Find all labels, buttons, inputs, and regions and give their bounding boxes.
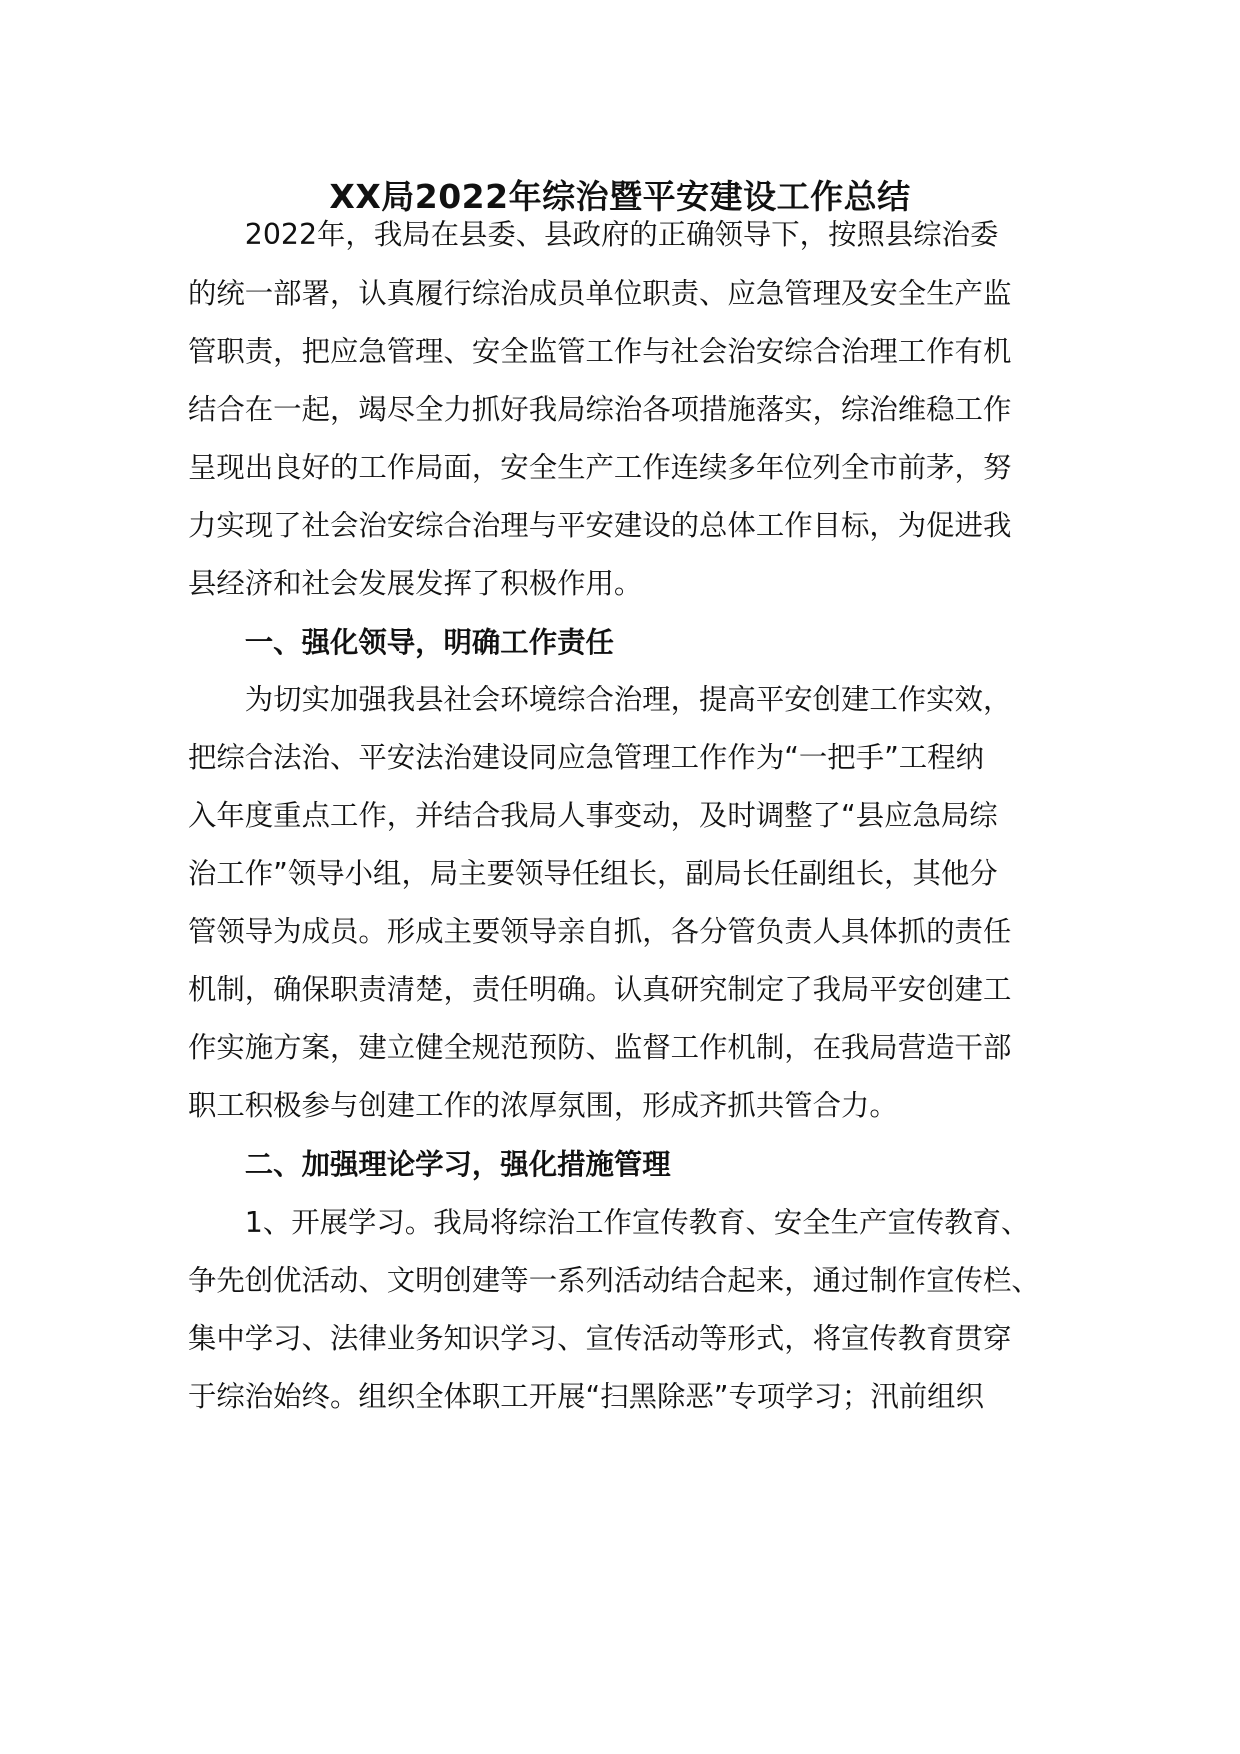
paragraph-3-line-2: 争先创优活动、文明创建等一系列活动结合起来，通过制作宣传栏、 (188, 1264, 1040, 1297)
paragraph-1-line-7: 县经济和社会发展发挥了积极作用。 (188, 567, 643, 600)
paragraph-2-line-3: 入年度重点工作，并结合我局人事变动，及时调整了“县应急局综 (188, 799, 998, 832)
paragraph-2-line-6: 机制，确保职责清楚，责任明确。认真研究制定了我局平安创建工 (188, 973, 1012, 1006)
paragraph-3-line-1: 1、开展学习。我局将综治工作宣传教育、安全生产宣传教育、 (188, 1206, 1030, 1239)
paragraph-2-line-4: 治工作”领导小组，局主要领导任组长，副局长任副组长，其他分 (188, 857, 998, 890)
section-heading-1: 一、强化领导，明确工作责任 (188, 626, 614, 659)
paragraph-2-line-8: 职工积极参与创建工作的浓厚氛围，形成齐抓共管合力。 (188, 1089, 898, 1122)
paragraph-2-line-2: 把综合法治、平安法治建设同应急管理工作作为“一把手”工程纳 (188, 741, 984, 774)
paragraph-2-line-5: 管领导为成员。形成主要领导亲自抓，各分管负责人具体抓的责任 (188, 915, 1012, 948)
section-heading-2: 二、加强理论学习，强化措施管理 (188, 1148, 671, 1181)
paragraph-3-line-3: 集中学习、法律业务知识学习、宣传活动等形式，将宣传教育贯穿 (188, 1322, 1012, 1355)
paragraph-2-line-1: 为切实加强我县社会环境综合治理，提高平安创建工作实效， (188, 683, 1012, 716)
paragraph-1-line-6: 力实现了社会治安综合治理与平安建设的总体工作目标，为促进我 (188, 509, 1012, 542)
paragraph-1-line-2: 的统一部署，认真履行综治成员单位职责、应急管理及安全生产监 (188, 277, 1012, 310)
paragraph-1-line-1: 2022年，我局在县委、县政府的正确领导下，按照县综治委 (188, 218, 999, 251)
paragraph-3-line-4: 于综治始终。组织全体职工开展“扫黑除恶”专项学习；汛前组织 (188, 1380, 984, 1413)
paragraph-1-line-5: 呈现出良好的工作局面，安全生产工作连续多年位列全市前茅，努 (188, 451, 1012, 484)
paragraph-1-line-3: 管职责，把应急管理、安全监管工作与社会治安综合治理工作有机 (188, 335, 1012, 368)
paragraph-2-line-7: 作实施方案，建立健全规范预防、监督工作机制，在我局营造干部 (188, 1031, 1012, 1064)
paragraph-1-line-4: 结合在一起，竭尽全力抓好我局综治各项措施落实，综治维稳工作 (188, 393, 1012, 426)
document-title: XX局2022年综治暨平安建设工作总结 (329, 177, 911, 216)
